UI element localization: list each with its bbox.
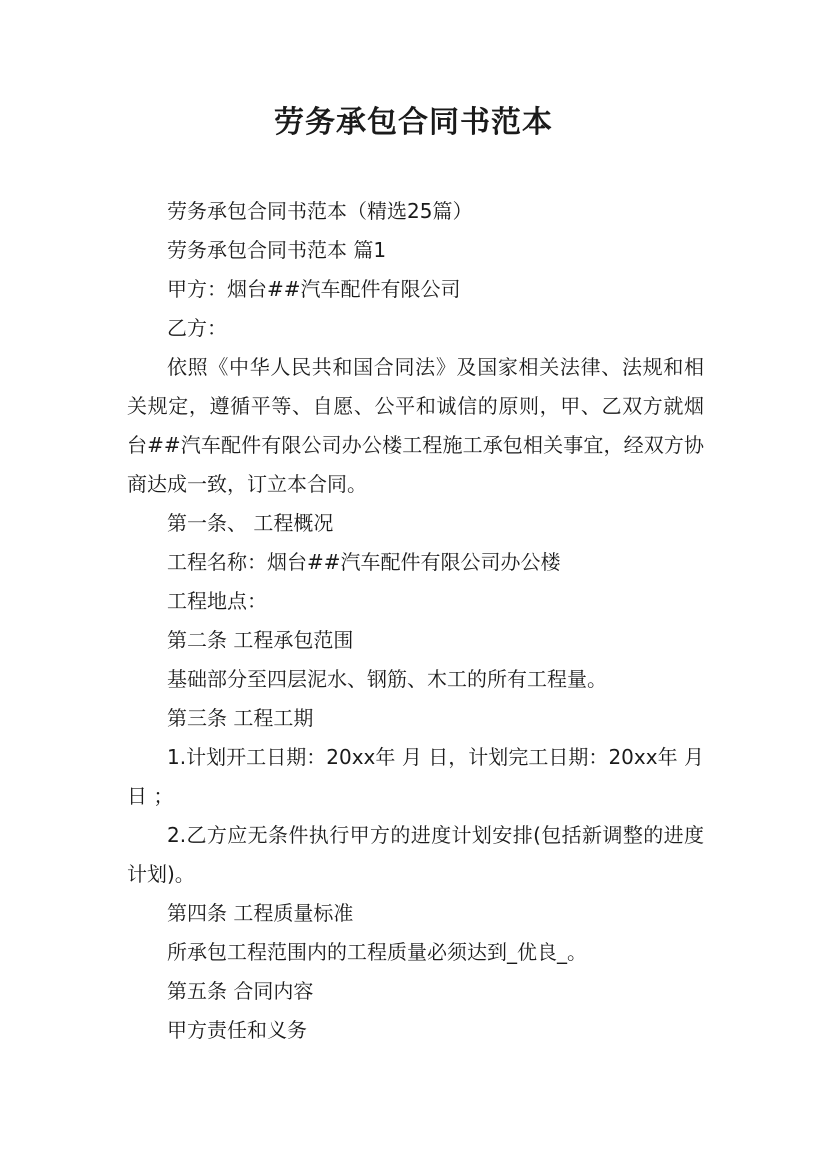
document-body	[127, 192, 704, 1050]
paragraph: 劳务承包合同书范本（精选25篇）	[167, 199, 473, 223]
paragraph: 甲方：烟台##汽车配件有限公司	[167, 277, 461, 301]
document-title: 劳务承包合同书范本	[274, 105, 553, 140]
paragraph: 第五条 合同内容	[167, 979, 314, 1003]
paragraph: 第一条、 工程概况	[167, 511, 334, 535]
paragraph: 第二条 工程承包范围	[167, 628, 354, 652]
paragraph: 2.乙方应无条件执行甲方的进度计划安排(包括新调整的进度计划)。	[127, 823, 704, 886]
paragraph: 第三条 工程工期	[167, 706, 314, 730]
paragraph: 基础部分至四层泥水、钢筋、木工的所有工程量。	[167, 667, 607, 691]
paragraph: 劳务承包合同书范本 篇1	[167, 238, 387, 262]
paragraph: 乙方：	[167, 316, 227, 340]
paragraph: 工程名称：烟台##汽车配件有限公司办公楼	[167, 550, 561, 574]
paragraph: 1.计划开工日期：20xx年 月 日，计划完工日期：20xx年 月日 ；	[127, 745, 704, 808]
paragraph: 甲方责任和义务	[167, 1018, 307, 1042]
paragraph: 第四条 工程质量标准	[167, 901, 354, 925]
paragraph: 依照《中华人民共和国合同法》及国家相关法律、法规和相关规定，遵循平等、自愿、公平和诚信的原则，甲、乙双方就烟台##汽车配件有限公司办公楼工程施工承包相关事宜，经双方协商达成一致，订立本合同。	[127, 355, 704, 496]
paragraph: 工程地点：	[167, 589, 267, 613]
paragraph: 所承包工程范围内的工程质量必须达到_优良_。	[167, 940, 587, 964]
